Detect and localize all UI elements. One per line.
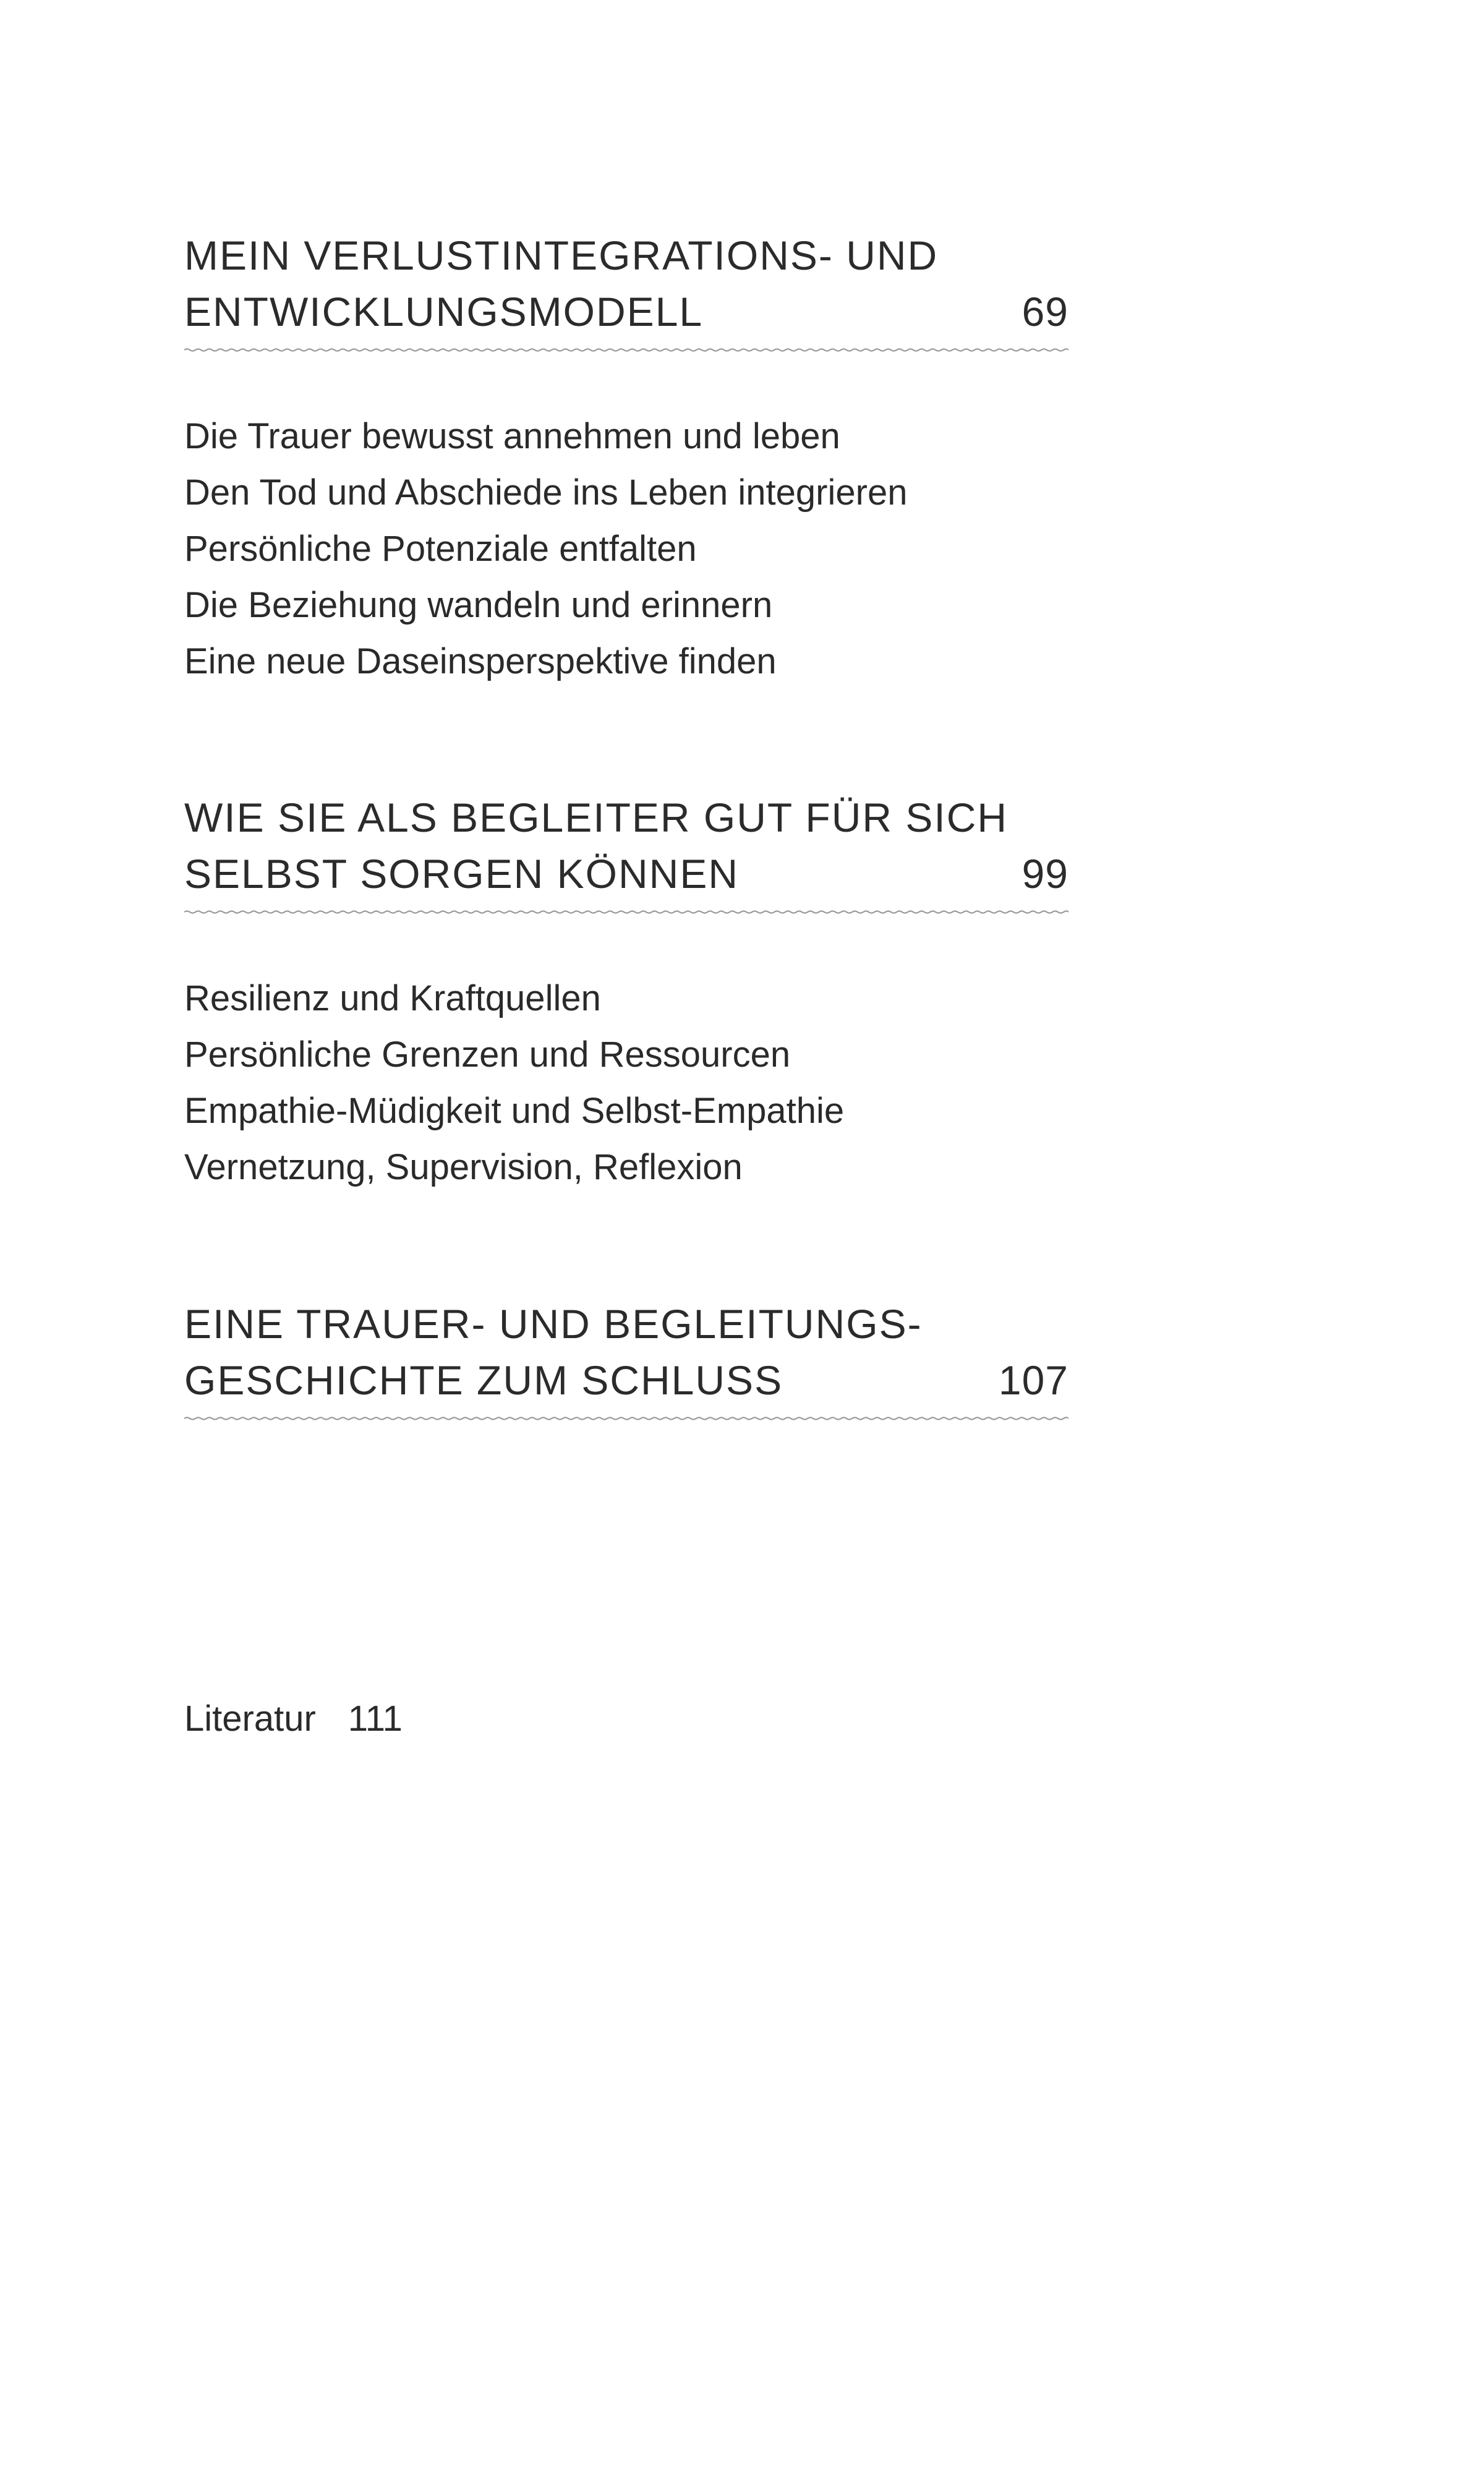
heading-line-2: SELBST SORGEN KÖNNEN	[184, 851, 740, 897]
toc-section	[184, 228, 1068, 689]
list-item: Empathie-Müdigkeit und Selbst-Empathie	[184, 1091, 845, 1131]
page-number: 69	[1021, 289, 1068, 335]
toc-section	[184, 790, 1068, 1195]
wavy-rule-path	[184, 911, 1068, 913]
wavy-rule-path	[184, 349, 1068, 351]
literature-page-number: 111	[348, 1699, 403, 1739]
wavy-rule	[184, 907, 1068, 917]
wavy-rule	[184, 345, 1068, 355]
page-number: 107	[998, 1357, 1068, 1403]
heading-line-2: GESCHICHTE ZUM SCHLUSS	[184, 1357, 783, 1403]
section-heading	[184, 228, 1068, 355]
list-item: Eine neue Daseinsperspektive finden	[184, 641, 777, 681]
section-heading	[184, 1296, 1068, 1423]
toc-section	[184, 1296, 1068, 1423]
list-item: Die Trauer bewusst annehmen und leben	[184, 416, 840, 456]
wavy-rule	[184, 1414, 1068, 1423]
subtopic-list	[184, 408, 1068, 689]
list-item: Den Tod und Abschiede ins Leben integrieren	[184, 472, 908, 513]
list-item: Vernetzung, Supervision, Reflexion	[184, 1147, 743, 1187]
page-number: 99	[1021, 851, 1068, 897]
list-item: Die Beziehung wandeln und erinnern	[184, 585, 773, 625]
heading-line-1: MEIN VERLUSTINTEGRATIONS- UND	[184, 232, 939, 278]
subtopic-list	[184, 970, 1068, 1195]
heading-line-1: EINE TRAUER- UND BEGLEITUNGS-	[184, 1301, 923, 1347]
list-item: Persönliche Potenziale entfalten	[184, 529, 697, 569]
list-item: Resilienz und Kraftquellen	[184, 978, 601, 1018]
literature-entry	[184, 1691, 403, 1747]
section-heading	[184, 790, 1068, 917]
heading-line-2: ENTWICKLUNGSMODELL	[184, 289, 704, 335]
list-item: Persönliche Grenzen und Ressourcen	[184, 1034, 791, 1075]
literature-label: Literatur	[184, 1699, 316, 1739]
heading-line-1: WIE SIE ALS BEGLEITER GUT FÜR SICH	[184, 795, 1009, 840]
wavy-rule-path	[184, 1417, 1068, 1419]
